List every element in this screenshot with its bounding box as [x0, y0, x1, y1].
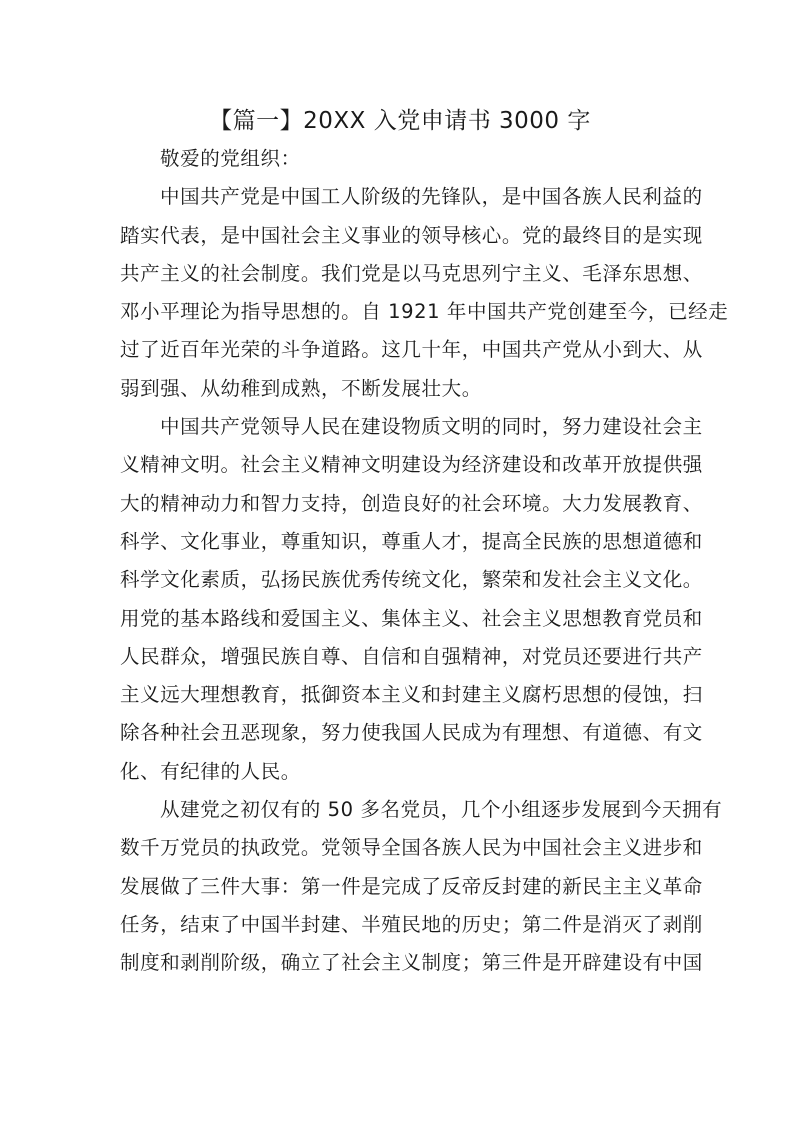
paragraph-line: 数千万党员的执政党。党领导全国各族人民为中国社会主义进步和: [120, 836, 703, 860]
paragraph-3: [120, 791, 723, 982]
paragraph-line: 中国共产党领导人民在建设物质文明的同时，努力建设社会主: [160, 415, 703, 439]
paragraph-line: 用党的基本路线和爱国主义、集体主义、社会主义思想教育党员和: [120, 606, 703, 630]
paragraph-line: 化、有纪律的人民。: [120, 759, 301, 783]
paragraph-line: 踏实代表，是中国社会主义事业的领导核心。党的最终目的是实现: [120, 223, 703, 247]
paragraph-line: 中国共产党是中国工人阶级的先锋队，是中国各族人民利益的: [160, 185, 703, 209]
paragraph-line: 科学、文化事业，尊重知识，尊重人才，提高全民族的思想道德和: [120, 529, 703, 553]
paragraph-2: [120, 408, 703, 791]
document-body: [120, 140, 729, 983]
document-title: 【篇一】20XX 入党申请书 3000 字: [209, 108, 591, 134]
paragraph-line: 主义远大理想教育，抵御资本主义和封建主义腐朽思想的侵蚀，扫: [120, 683, 703, 707]
paragraph-line: 义精神文明。社会主义精神文明建设为经济建设和改革开放提供强: [120, 453, 703, 477]
paragraph-line: 科学文化素质，弘扬民族优秀传统文化，繁荣和发社会主义文化。: [120, 568, 703, 592]
paragraph-line: 制度和剥削阶级，确立了社会主义制度；第三件是开辟建设有中国: [120, 951, 703, 975]
paragraph-line: 共产主义的社会制度。我们党是以马克思列宁主义、毛泽东思想、: [120, 261, 703, 285]
paragraph-line: 过了近百年光荣的斗争道路。这几十年，中国共产党从小到大、从: [120, 338, 703, 362]
paragraph-line: 发展做了三件大事：第一件是完成了反帝反封建的新民主主义革命: [120, 874, 703, 898]
paragraph-line: 从建党之初仅有的 50 多名党员，几个小组逐步发展到今天拥有: [160, 798, 723, 822]
salutation: 敬爱的党组织：: [160, 147, 301, 170]
paragraph-1: [120, 178, 729, 408]
paragraph-line: 任务，结束了中国半封建、半殖民地的历史；第二件是消灭了剥削: [120, 912, 703, 936]
paragraph-line: 弱到强、从幼稚到成熟，不断发展壮大。: [120, 376, 482, 400]
paragraph-line: 人民群众，增强民族自尊、自信和自强精神，对党员还要进行共产: [120, 644, 703, 668]
paragraph-line: 邓小平理论为指导思想的。自 1921 年中国共产党创建至今，已经走: [120, 300, 729, 324]
paragraph-line: 除各种社会丑恶现象，努力使我国人民成为有理想、有道德、有文: [120, 721, 703, 745]
paragraph-line: 大的精神动力和智力支持，创造良好的社会环境。大力发展教育、: [120, 491, 703, 515]
